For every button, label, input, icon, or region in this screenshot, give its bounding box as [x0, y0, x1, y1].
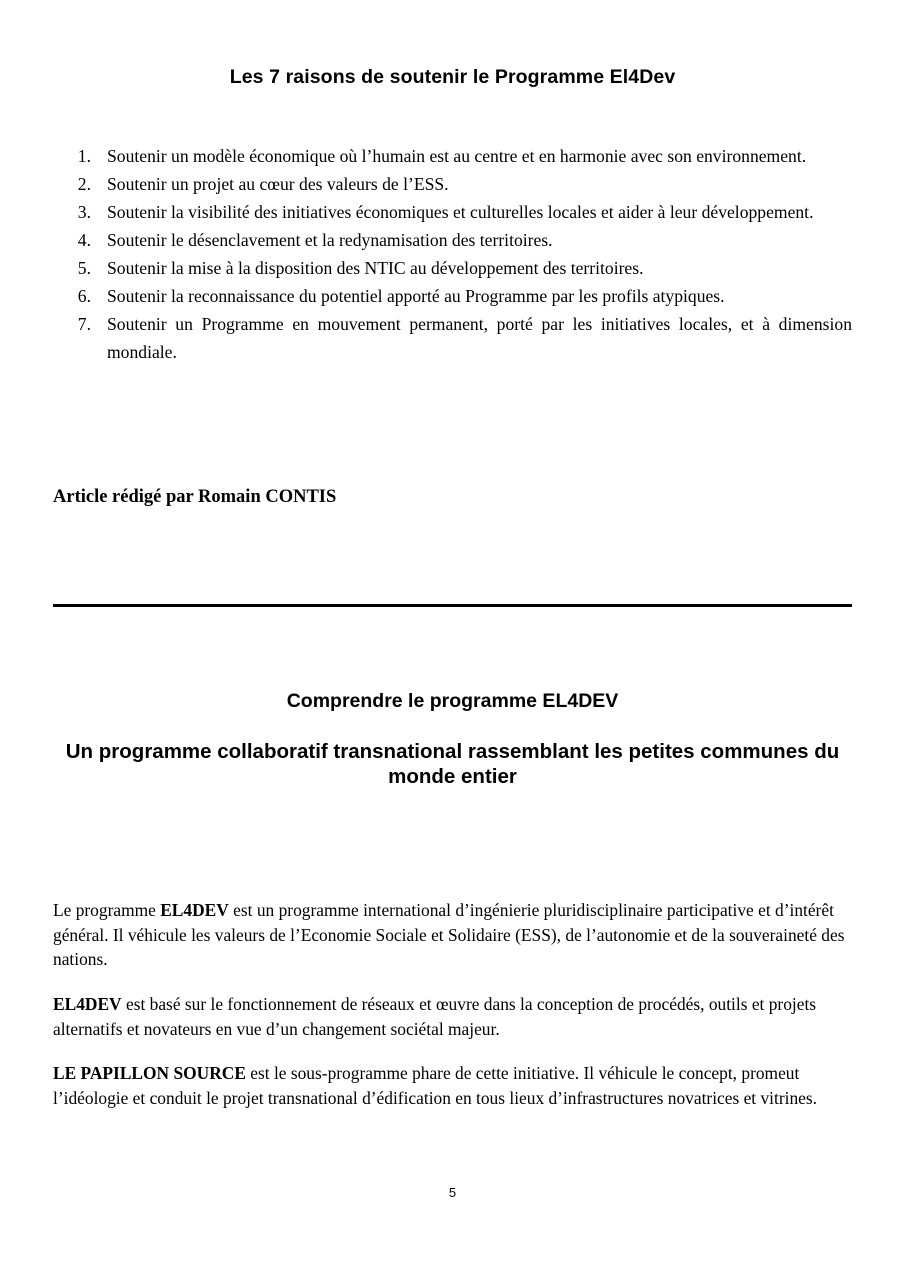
paragraph-lead-text: Le programme: [53, 900, 161, 921]
list-item-text: Soutenir le désenclavement et la redynamisation des territoires.: [107, 230, 553, 250]
list-item: [53, 226, 852, 254]
list-item-marker: 4.: [77, 230, 91, 250]
section-divider: [53, 604, 852, 607]
paragraph-body-text: est le sous-programme phare de cette initiative. Il véhicule le concept, promeut l’idéologie et conduit le projet transnational d’édification en tous lieux d’infrastructures novatrices et vitrines.: [53, 1063, 817, 1108]
body-paragraph: [53, 992, 853, 1040]
list-item: [53, 282, 852, 310]
list-item-text: Soutenir la mise à la disposition des NTIC au développement des territoires.: [107, 258, 644, 278]
list-item: [53, 142, 852, 170]
list-item-text: Soutenir un projet au cœur des valeurs de l’ESS.: [107, 174, 449, 194]
paragraph-emphasis-term: LE PAPILLON SOURCE: [53, 1063, 246, 1084]
section-title: Comprendre le programme EL4DEV: [286, 690, 619, 713]
section-subtitle: Un programme collaboratif transnational rassemblant les petites communes du monde entier: [65, 739, 840, 788]
paragraph-body-text: est un programme international d’ingénierie pluridisciplinaire participative et d’intérêt général. Il véhicule les valeurs de l’Economie Sociale et Solidaire (ESS), de l’autonomie et de la souveraineté des nations.: [53, 900, 845, 969]
list-item-marker: 7.: [77, 314, 91, 334]
list-item-text: Soutenir la visibilité des initiatives économiques et culturelles locales et aider à leur développement.: [107, 202, 814, 222]
byline: Article rédigé par Romain CONTIS: [53, 487, 337, 507]
paragraph-emphasis-term: EL4DEV: [53, 994, 122, 1015]
list-item-marker: 1.: [77, 146, 91, 166]
list-item: [53, 170, 852, 198]
page-title: Les 7 raisons de soutenir le Programme El4Dev: [229, 66, 676, 89]
paragraph-emphasis-term: EL4DEV: [160, 900, 229, 921]
list-item-marker: 2.: [77, 174, 91, 194]
reasons-list: [53, 142, 852, 366]
list-item: [53, 254, 852, 282]
paragraph-body-text: est basé sur le fonctionnement de réseaux et œuvre dans la conception de procédés, outils et projets alternatifs et novateurs en vue d’un changement sociétal majeur.: [53, 994, 817, 1039]
list-item-text: Soutenir un modèle économique où l’humain est au centre et en harmonie avec son environnement.: [107, 146, 807, 166]
page-number: 5: [448, 1185, 457, 1200]
body-paragraph: [53, 1061, 853, 1109]
body-paragraph: [53, 898, 853, 971]
list-item-marker: 3.: [77, 202, 91, 222]
list-item-text: Soutenir la reconnaissance du potentiel apporté au Programme par les profils atypiques.: [107, 286, 725, 306]
list-item: [53, 310, 852, 366]
list-item-text: Soutenir un Programme en mouvement permanent, porté par les initiatives locales, et à dimension mondiale.: [107, 314, 852, 362]
list-item: [53, 198, 852, 226]
list-item-marker: 6.: [77, 286, 91, 306]
list-item-marker: 5.: [77, 258, 91, 278]
